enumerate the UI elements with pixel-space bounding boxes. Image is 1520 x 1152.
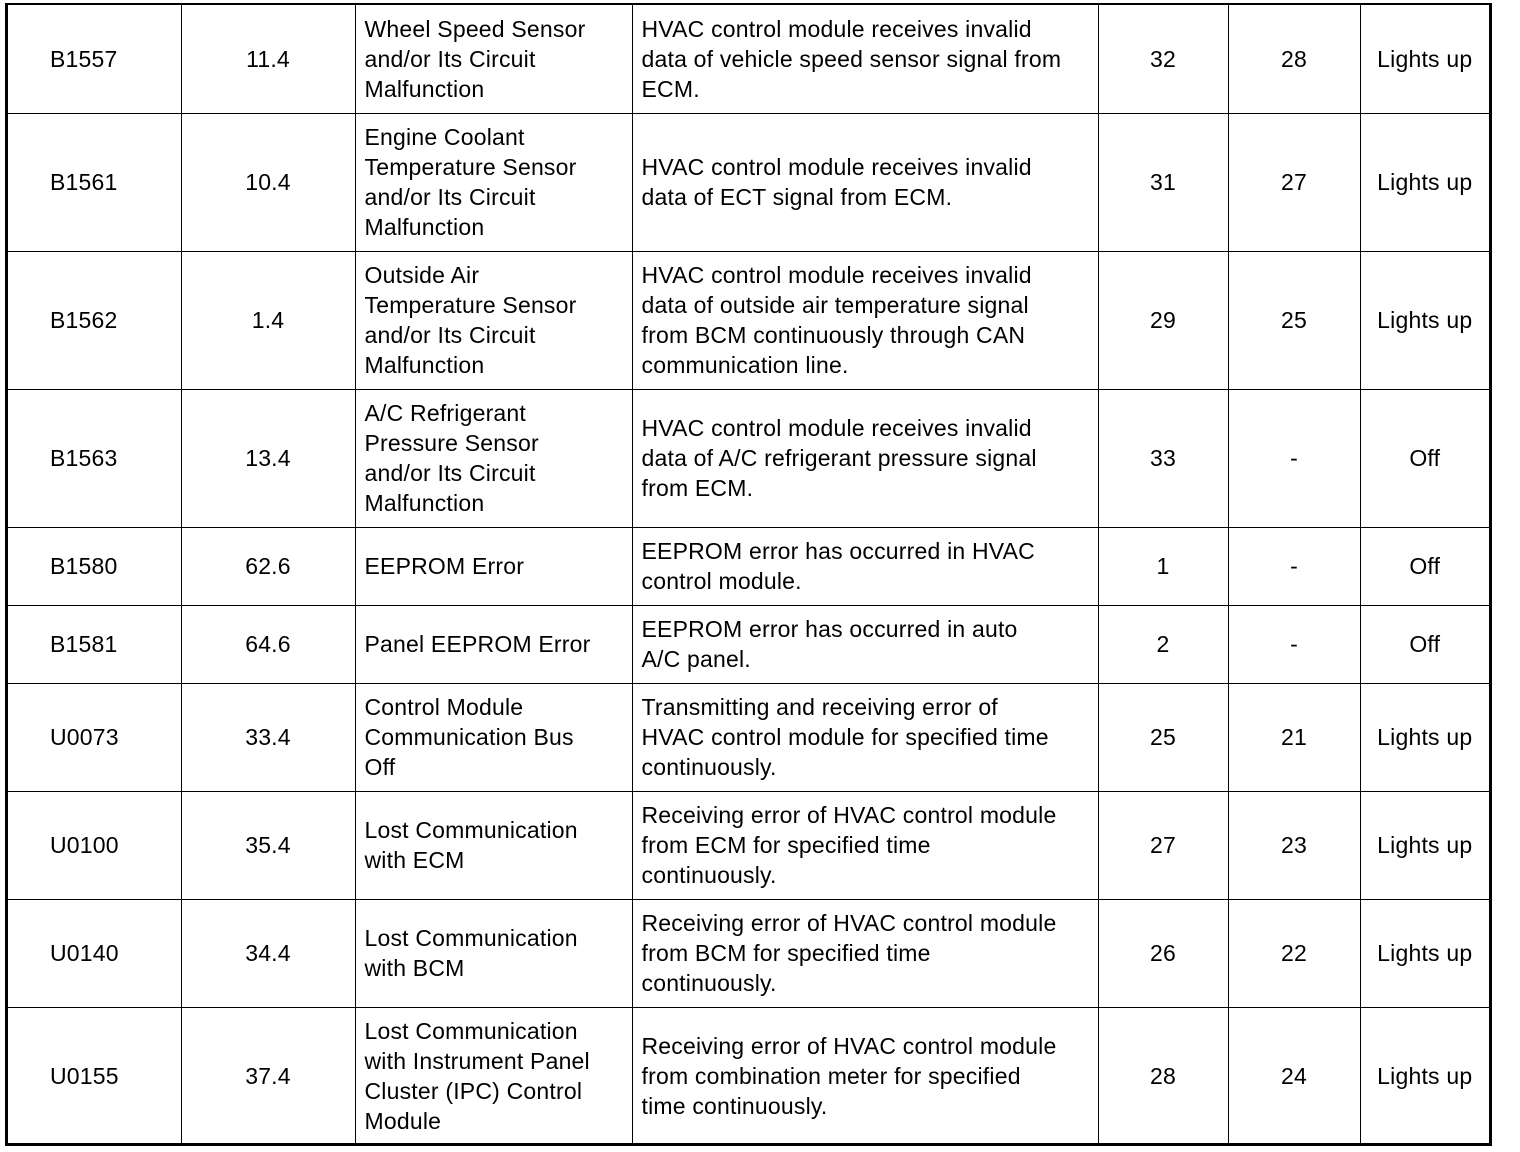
condition-cell [632, 389, 1098, 527]
value-cell: 13.4 [181, 389, 355, 527]
dtc-name-line: Lost Communication [364, 817, 578, 843]
condition-line: control module. [641, 568, 802, 594]
indicator-cell: Off [1360, 527, 1489, 605]
condition-line: Receiving error of HVAC control module [641, 910, 1057, 936]
dtc-code-cell: B1580 [8, 527, 181, 605]
dtc-code-cell: U0100 [8, 791, 181, 899]
dtc-name-line: Malfunction [364, 352, 485, 378]
num2-cell: - [1228, 605, 1360, 683]
condition-line: from ECM. [641, 475, 754, 501]
condition-cell [632, 899, 1098, 1007]
condition-line: from BCM continuously through CAN [641, 322, 1026, 348]
condition-line: A/C panel. [641, 646, 751, 672]
num2-cell: 24 [1228, 1007, 1360, 1145]
num1-cell: 28 [1098, 1007, 1228, 1145]
dtc-code-cell: B1557 [8, 5, 181, 113]
condition-line: Transmitting and receiving error of [641, 694, 998, 720]
table-row [8, 1007, 1489, 1145]
dtc-name-cell [355, 899, 632, 1007]
dtc-name-line: Lost Communication [364, 925, 578, 951]
dtc-table-body [8, 5, 1489, 1145]
value-cell: 10.4 [181, 113, 355, 251]
indicator-cell: Lights up [1360, 251, 1489, 389]
dtc-name-line: Temperature Sensor [364, 154, 577, 180]
table-row [8, 251, 1489, 389]
value-cell: 11.4 [181, 5, 355, 113]
dtc-name-line: Pressure Sensor [364, 430, 539, 456]
num1-cell: 26 [1098, 899, 1228, 1007]
condition-line: HVAC control module receives invalid [641, 415, 1032, 441]
dtc-name-cell [355, 5, 632, 113]
dtc-name-line: A/C Refrigerant [364, 400, 527, 426]
value-cell: 62.6 [181, 527, 355, 605]
num2-cell: - [1228, 527, 1360, 605]
condition-line: data of outside air temperature signal [641, 292, 1029, 318]
condition-line: Receiving error of HVAC control module [641, 1033, 1057, 1060]
dtc-name-line: Malfunction [364, 490, 485, 516]
table-row [8, 113, 1489, 251]
dtc-table-frame [5, 3, 1492, 1146]
dtc-code-cell: B1563 [8, 389, 181, 527]
num1-cell: 25 [1098, 683, 1228, 791]
condition-line: time continuously. [641, 1093, 828, 1120]
condition-line: from BCM for specified time [641, 940, 931, 966]
value-cell: 35.4 [181, 791, 355, 899]
value-cell: 37.4 [181, 1007, 355, 1145]
dtc-name-line: Malfunction [364, 75, 485, 102]
num2-cell: 22 [1228, 899, 1360, 1007]
condition-line: continuously. [641, 754, 777, 780]
table-row [8, 791, 1489, 899]
dtc-name-cell [355, 1007, 632, 1145]
dtc-name-line: Wheel Speed Sensor [364, 15, 586, 42]
num2-cell: 21 [1228, 683, 1360, 791]
condition-line: continuously. [641, 970, 777, 996]
num1-cell: 29 [1098, 251, 1228, 389]
num1-cell: 32 [1098, 5, 1228, 113]
dtc-name-cell [355, 389, 632, 527]
dtc-code-cell: B1581 [8, 605, 181, 683]
condition-cell [632, 251, 1098, 389]
condition-line: EEPROM error has occurred in HVAC [641, 538, 1035, 564]
dtc-name-cell [355, 113, 632, 251]
num1-cell: 2 [1098, 605, 1228, 683]
dtc-code-cell: B1561 [8, 113, 181, 251]
num1-cell: 31 [1098, 113, 1228, 251]
condition-cell [632, 113, 1098, 251]
condition-line: data of A/C refrigerant pressure signal [641, 445, 1037, 471]
condition-line: communication line. [641, 352, 849, 378]
dtc-name-cell [355, 527, 632, 605]
indicator-cell: Off [1360, 389, 1489, 527]
condition-line: data of vehicle speed sensor signal from [641, 45, 1062, 72]
condition-line: HVAC control module receives invalid [641, 262, 1032, 288]
dtc-name-line: Module [364, 1108, 442, 1135]
dtc-code-cell: U0140 [8, 899, 181, 1007]
table-row [8, 527, 1489, 605]
dtc-name-cell [355, 791, 632, 899]
value-cell: 1.4 [181, 251, 355, 389]
dtc-name-line: and/or Its Circuit [364, 184, 536, 210]
condition-line: HVAC control module receives invalid [641, 154, 1032, 180]
indicator-cell: Lights up [1360, 683, 1489, 791]
condition-line: HVAC control module receives invalid [641, 15, 1032, 42]
condition-cell [632, 5, 1098, 113]
condition-line: data of ECT signal from ECM. [641, 184, 953, 210]
dtc-name-line: with ECM [364, 847, 465, 873]
num2-cell: 23 [1228, 791, 1360, 899]
indicator-cell: Lights up [1360, 1007, 1489, 1145]
condition-cell [632, 605, 1098, 683]
indicator-cell: Lights up [1360, 791, 1489, 899]
indicator-cell: Lights up [1360, 113, 1489, 251]
dtc-name-line: and/or Its Circuit [364, 45, 536, 72]
indicator-cell: Off [1360, 605, 1489, 683]
dtc-code-cell: U0073 [8, 683, 181, 791]
dtc-name-line: with BCM [364, 955, 465, 981]
dtc-name-line: and/or Its Circuit [364, 460, 536, 486]
num2-cell: - [1228, 389, 1360, 527]
condition-line: from combination meter for specified [641, 1063, 1021, 1090]
condition-cell [632, 791, 1098, 899]
dtc-name-line: Communication Bus [364, 724, 574, 750]
condition-cell [632, 683, 1098, 791]
condition-line: HVAC control module for specified time [641, 724, 1049, 750]
table-row [8, 683, 1489, 791]
dtc-name-cell [355, 251, 632, 389]
table-row [8, 605, 1489, 683]
dtc-name-line: EEPROM Error [364, 553, 525, 579]
condition-line: EEPROM error has occurred in auto [641, 616, 1018, 642]
condition-line: continuously. [641, 862, 777, 888]
num2-cell: 28 [1228, 5, 1360, 113]
dtc-name-cell [355, 683, 632, 791]
num2-cell: 25 [1228, 251, 1360, 389]
value-cell: 33.4 [181, 683, 355, 791]
dtc-name-line: Lost Communication [364, 1018, 578, 1045]
num1-cell: 33 [1098, 389, 1228, 527]
dtc-name-line: Panel EEPROM Error [364, 631, 591, 657]
dtc-name-line: with Instrument Panel [364, 1048, 590, 1075]
dtc-name-line: Off [364, 754, 396, 780]
dtc-code-cell: B1562 [8, 251, 181, 389]
dtc-name-line: Control Module [364, 694, 524, 720]
dtc-table [8, 5, 1489, 1145]
dtc-code-cell: U0155 [8, 1007, 181, 1145]
indicator-cell: Lights up [1360, 899, 1489, 1007]
dtc-name-cell [355, 605, 632, 683]
dtc-name-line: Outside Air [364, 262, 480, 288]
table-row [8, 899, 1489, 1007]
condition-cell [632, 1007, 1098, 1145]
num1-cell: 1 [1098, 527, 1228, 605]
num2-cell: 27 [1228, 113, 1360, 251]
value-cell: 34.4 [181, 899, 355, 1007]
value-cell: 64.6 [181, 605, 355, 683]
dtc-name-line: Temperature Sensor [364, 292, 577, 318]
dtc-name-line: and/or Its Circuit [364, 322, 536, 348]
dtc-name-line: Malfunction [364, 214, 485, 240]
indicator-cell: Lights up [1360, 5, 1489, 113]
dtc-name-line: Cluster (IPC) Control [364, 1078, 583, 1105]
table-row [8, 389, 1489, 527]
condition-line: Receiving error of HVAC control module [641, 802, 1057, 828]
condition-cell [632, 527, 1098, 605]
condition-line: from ECM for specified time [641, 832, 931, 858]
dtc-name-line: Engine Coolant [364, 124, 525, 150]
num1-cell: 27 [1098, 791, 1228, 899]
table-row [8, 5, 1489, 113]
condition-line: ECM. [641, 75, 700, 102]
